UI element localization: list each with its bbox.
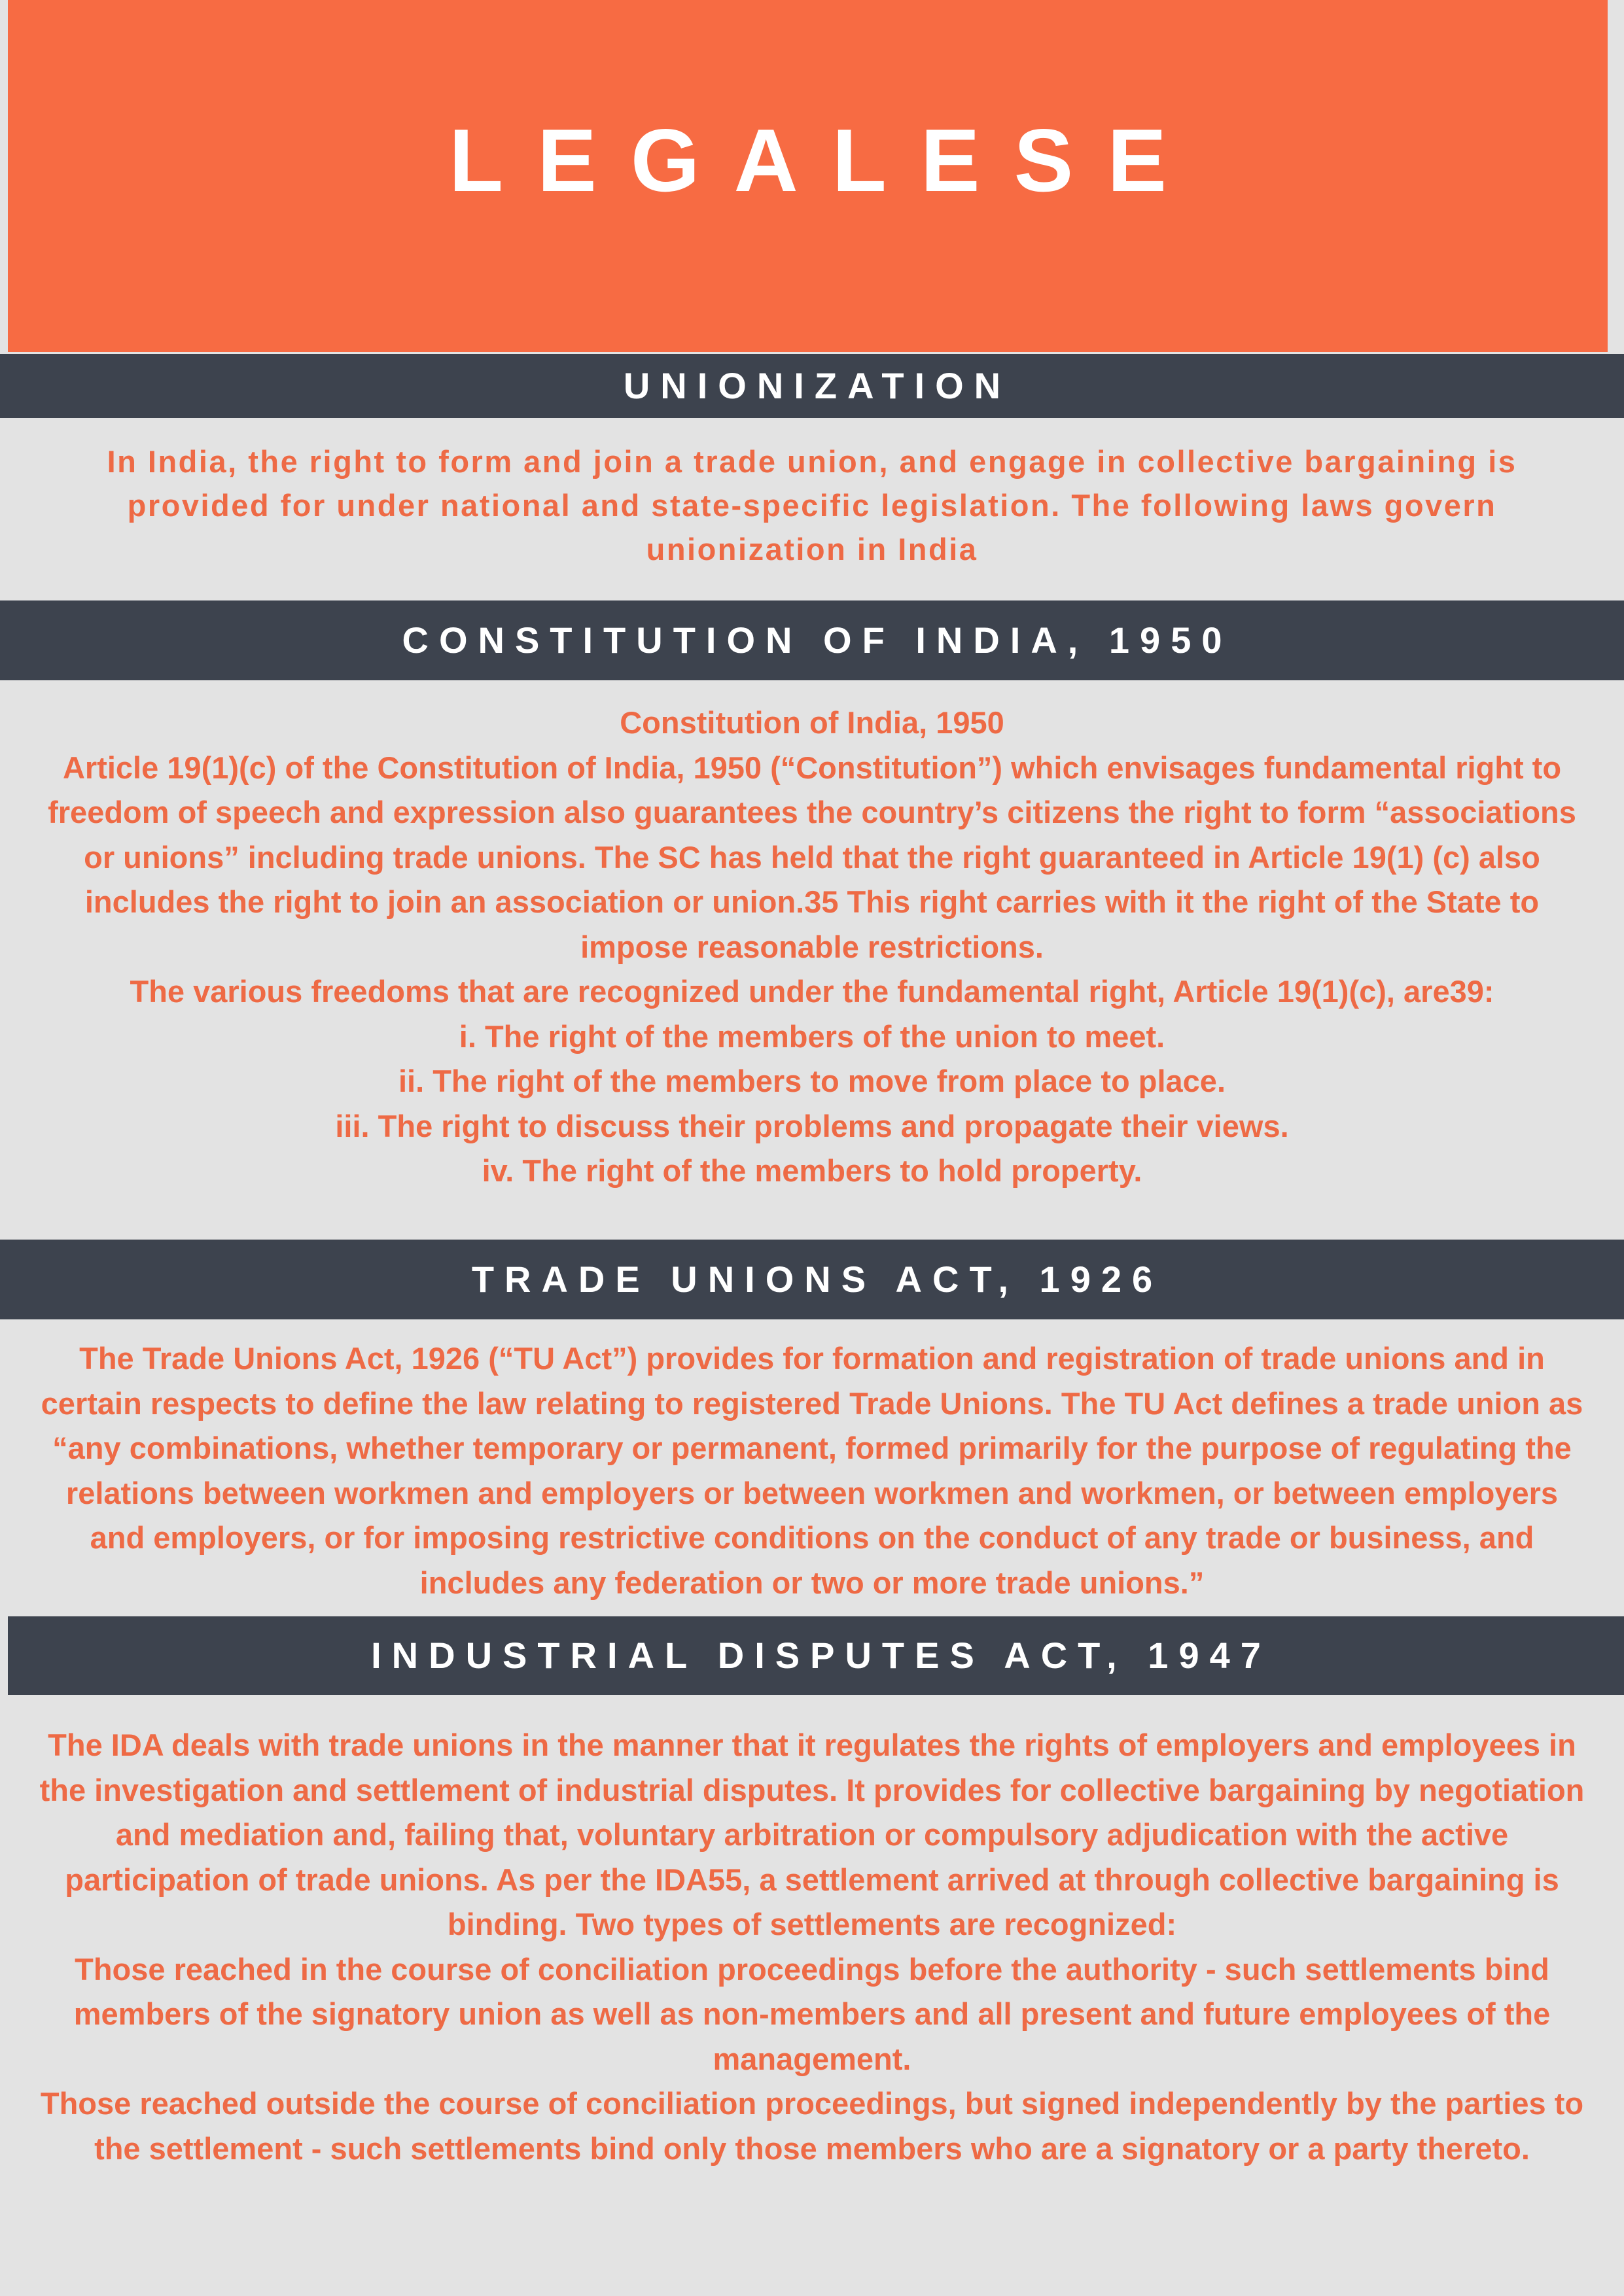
section-heading-label: CONSTITUTION OF INDIA, 1950 — [402, 619, 1233, 661]
paragraph: Those reached in the course of conciliation proceedings before the authority - such settlements bind members of the signatory union as well as non-members and all present and future employees of the management. — [73, 1951, 1551, 2076]
list-item: i. The right of the members of the union to meet. — [459, 1018, 1165, 1054]
section-body-constitution — [39, 701, 1585, 1194]
page-title: LEGALESE — [449, 111, 1201, 210]
paragraph: In India, the right to form and join a trade union, and engage in collective bargaining is provided for under national and state-specific legislation. The following laws govern unionization in India — [107, 444, 1517, 566]
section-heading-label: UNIONIZATION — [623, 365, 1012, 406]
section-body-trade-unions-act — [39, 1336, 1585, 1605]
section-heading-label: TRADE UNIONS ACT, 1926 — [471, 1259, 1163, 1300]
hero-banner — [8, 0, 1608, 352]
paragraph: Those reached outside the course of conciliation proceedings, but signed independently by the parties to the settlement - such settlements bind only those members who are a signatory or a party thereto. — [40, 2086, 1584, 2166]
list-item: iii. The right to discuss their problems and propagate their views. — [335, 1108, 1289, 1143]
section-heading-constitution — [0, 600, 1624, 680]
paragraph: Constitution of India, 1950 — [620, 705, 1004, 740]
list-item: ii. The right of the members to move from place to place. — [398, 1064, 1226, 1098]
section-heading-industrial-disputes-act — [8, 1616, 1624, 1695]
section-heading-unionization — [0, 354, 1624, 418]
paragraph: The Trade Unions Act, 1926 (“TU Act”) provides for formation and registration of trade unions and in certain respects to define the law relating to registered Trade Unions. The TU Act defines a trade union as “any combinations, whether temporary or permanent, formed primarily for the purpose of regulating the relations between workmen and employers or between workmen and workmen, or between employers and employers, or for imposing restrictive conditions on the conduct of any trade or business, and includes any federation or two or more trade unions.” — [41, 1341, 1583, 1600]
paragraph: The various freedoms that are recognized under the fundamental right, Article 19(1)(c), are39: — [130, 974, 1494, 1009]
section-body-unionization — [39, 440, 1585, 571]
section-heading-label: INDUSTRIAL DISPUTES ACT, 1947 — [371, 1635, 1271, 1676]
paragraph: Article 19(1)(c) of the Constitution of India, 1950 (“Constitution”) which envisages fundamental right to freedom of speech and expression also guarantees the country’s citizens the right to form “associations or unions” including trade unions. The SC has held that the right guaranteed in Article 19(1) (c) also includes the right to join an association or union.35 This right carries with it the right of the State to impose reasonable restrictions. — [48, 750, 1576, 964]
paragraph: The IDA deals with trade unions in the manner that it regulates the rights of employers and employees in the investigation and settlement of industrial disputes. It provides for collective bargaining by negotiation and mediation and, failing that, voluntary arbitration or compulsory adjudication with the active participation of trade unions. As per the IDA55, a settlement arrived at through collective bargaining is binding. Two types of settlements are recognized: — [39, 1728, 1585, 1941]
list-item: iv. The right of the members to hold property. — [482, 1153, 1142, 1188]
section-body-industrial-disputes-act — [39, 1723, 1585, 2171]
section-heading-trade-unions-act — [0, 1240, 1624, 1319]
